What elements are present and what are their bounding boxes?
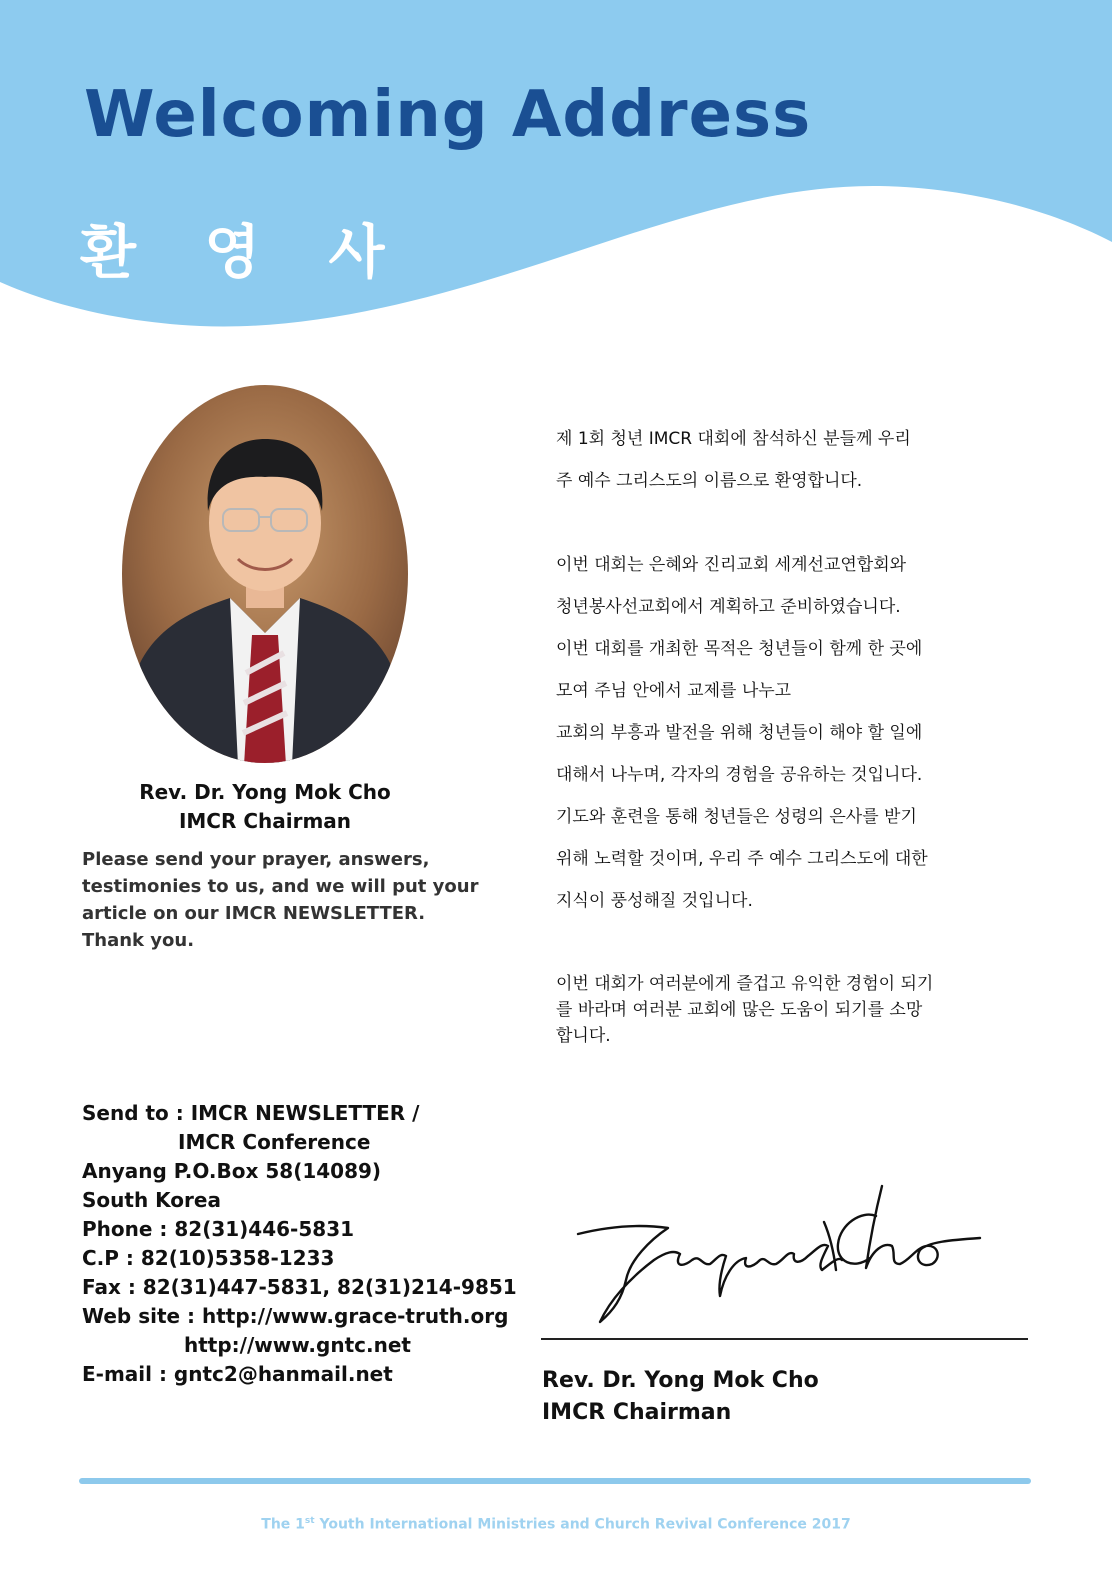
contact-info (82, 1099, 522, 1389)
signature-line (541, 1338, 1028, 1340)
send-to-line: Send to : IMCR NEWSLETTER / (82, 1101, 420, 1125)
portrait-caption-role: IMCR Chairman (178, 809, 352, 833)
body-line: 교회의 부흥과 발전을 위해 청년들이 해야 할 일에 (556, 723, 923, 743)
portrait-caption (120, 778, 410, 836)
body-line: 를 바라며 여러분 교회에 많은 도움이 되기를 소망 (556, 1000, 923, 1020)
footer-rule (79, 1478, 1031, 1484)
body-line: 위해 노력할 것이며, 우리 주 예수 그리스도에 대한 (556, 849, 928, 869)
fax-number: Fax : 82(31)447-5831, 82(31)214-9851 (82, 1275, 517, 1299)
body-line: 청년봉사선교회에서 계획하고 준비하였습니다. (556, 597, 901, 617)
portrait-photo (120, 383, 410, 765)
submission-request (82, 846, 482, 954)
body-line: 대해서 나누며, 각자의 경험을 공유하는 것입니다. (556, 765, 923, 785)
website-link-2[interactable]: http://www.gntc.net (184, 1333, 411, 1357)
body-line: 이번 대회를 개최한 목적은 청년들이 함께 한 곳에 (556, 639, 923, 659)
address-country: South Korea (82, 1188, 221, 1212)
phone-number: Phone : 82(31)446-5831 (82, 1217, 355, 1241)
signatory-block (542, 1365, 962, 1429)
signatory-role: IMCR Chairman (542, 1400, 732, 1425)
body-line: 이번 대회가 여러분에게 즐겁고 유익한 경험이 되기 (556, 974, 934, 994)
footer-text (0, 1516, 1112, 1533)
cellphone-number: C.P : 82(10)5358-1233 (82, 1246, 335, 1270)
page-subtitle-korean: 환 영 사 (80, 218, 409, 286)
header-wave-background (0, 0, 1112, 340)
footer-ordinal-suffix: st (304, 1516, 315, 1526)
body-line: 주 예수 그리스도의 이름으로 환영합니다. (556, 471, 863, 491)
website-link[interactable]: Web site : http://www.grace-truth.org (82, 1304, 509, 1328)
address-line: Anyang P.O.Box 58(14089) (82, 1159, 382, 1183)
send-to-line-2: IMCR Conference (178, 1130, 371, 1154)
body-line: 지식이 풍성해질 것입니다. (556, 891, 753, 911)
handwritten-signature (570, 1180, 990, 1330)
body-line: 제 1회 청년 IMCR 대회에 참석하신 분들께 우리 (556, 429, 911, 449)
body-line: 이번 대회는 은혜와 진리교회 세계선교연합회와 (556, 555, 907, 575)
page-title: Welcoming Address (84, 78, 812, 152)
request-line: testimonies to us, and we will put your (82, 876, 479, 897)
body-line: 기도와 훈련을 통해 청년들은 성령의 은사를 받기 (556, 807, 917, 827)
request-line: article on our IMCR NEWSLETTER. (82, 903, 426, 924)
footer-text-start: The 1 (261, 1516, 305, 1533)
portrait-caption-name: Rev. Dr. Yong Mok Cho (139, 780, 391, 804)
signatory-name: Rev. Dr. Yong Mok Cho (542, 1368, 819, 1393)
email-link[interactable]: E-mail : gntc2@hanmail.net (82, 1362, 393, 1386)
request-line: Please send your prayer, answers, (82, 849, 430, 870)
body-line: 합니다. (556, 1026, 611, 1046)
body-line: 모여 주님 안에서 교제를 나누고 (556, 681, 792, 701)
footer-text-end: Youth International Ministries and Church Revival Conference 2017 (314, 1516, 851, 1533)
request-line: Thank you. (82, 930, 195, 951)
